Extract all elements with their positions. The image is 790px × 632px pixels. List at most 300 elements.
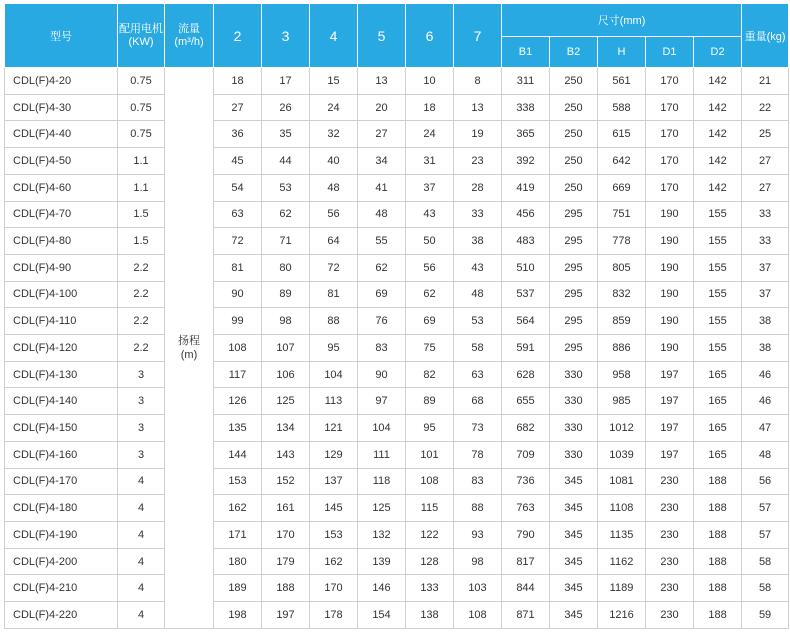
dimension-cell: 628 [502,361,550,388]
weight-cell: 56 [742,468,789,495]
dimension-cell: 345 [550,521,598,548]
head-value-cell: 62 [262,201,310,228]
head-value-cell: 117 [214,361,262,388]
dimension-cell: 1039 [598,441,646,468]
head-value-cell: 180 [214,548,262,575]
head-value-cell: 24 [406,121,454,148]
head-value-cell: 162 [310,548,358,575]
dimension-cell: 345 [550,468,598,495]
head-value-cell: 41 [358,174,406,201]
dimension-cell: 155 [694,201,742,228]
head-value-cell: 17 [262,68,310,95]
dimension-cell: 155 [694,228,742,255]
head-value-cell: 10 [406,68,454,95]
head-label-cell [165,68,214,629]
weight-cell: 27 [742,148,789,175]
dimension-cell: 588 [598,94,646,121]
head-value-cell: 189 [214,575,262,602]
weight-cell: 47 [742,415,789,442]
dimension-cell: 295 [550,281,598,308]
head-value-cell: 113 [310,388,358,415]
head-value-cell: 28 [454,174,502,201]
flow-value-header: 6 [406,4,454,68]
head-value-cell: 54 [214,174,262,201]
dimension-cell: 669 [598,174,646,201]
head-value-cell: 58 [454,335,502,362]
dimension-cell: 170 [646,148,694,175]
model-cell: CDL(F)4-160 [5,441,118,468]
weight-cell: 57 [742,495,789,522]
head-value-cell: 37 [406,174,454,201]
table-row [5,308,789,335]
head-value-cell: 15 [310,68,358,95]
dimension-cell: 250 [550,148,598,175]
head-value-cell: 75 [406,335,454,362]
head-value-cell: 125 [262,388,310,415]
dimension-cell: 165 [694,415,742,442]
dimension-cell: 985 [598,388,646,415]
head-value-cell: 98 [262,308,310,335]
head-value-cell: 23 [454,148,502,175]
dimension-col-header: D1 [646,37,694,68]
weight-cell: 59 [742,602,789,629]
model-cell: CDL(F)4-30 [5,94,118,121]
dimension-cell: 197 [646,361,694,388]
dimension-cell: 564 [502,308,550,335]
head-value-cell: 82 [406,361,454,388]
head-value-cell: 27 [358,121,406,148]
dimension-cell: 165 [694,388,742,415]
dimension-cell: 142 [694,148,742,175]
dimension-cell: 419 [502,174,550,201]
head-value-cell: 64 [310,228,358,255]
dimension-cell: 165 [694,441,742,468]
head-value-cell: 135 [214,415,262,442]
dimension-cell: 311 [502,68,550,95]
dimension-cell: 188 [694,521,742,548]
model-cell: CDL(F)4-50 [5,148,118,175]
dimension-cell: 188 [694,495,742,522]
dimension-cell: 230 [646,575,694,602]
weight-cell: 37 [742,254,789,281]
head-value-cell: 89 [262,281,310,308]
head-value-cell: 188 [262,575,310,602]
head-value-cell: 27 [214,94,262,121]
motor-power-cell: 1.5 [118,201,165,228]
dimension-cell: 188 [694,575,742,602]
head-value-cell: 24 [310,94,358,121]
flow-value-header: 3 [262,4,310,68]
head-value-cell: 88 [310,308,358,335]
weight-cell: 57 [742,521,789,548]
model-cell: CDL(F)4-20 [5,68,118,95]
flow-header-unit: (m³/h) [174,35,204,48]
flow-header [165,4,214,68]
dimension-cell: 190 [646,281,694,308]
motor-power-cell: 4 [118,495,165,522]
dimension-cell: 615 [598,121,646,148]
motor-power-cell: 1.1 [118,174,165,201]
flow-value-header: 5 [358,4,406,68]
table-row [5,468,789,495]
dimension-cell: 392 [502,148,550,175]
head-value-cell: 98 [454,548,502,575]
dimension-cell: 190 [646,228,694,255]
head-value-cell: 71 [262,228,310,255]
model-header: 型号 [5,4,118,68]
head-value-cell: 139 [358,548,406,575]
head-value-cell: 69 [358,281,406,308]
flow-header-label: 流量 [178,22,200,35]
head-value-cell: 115 [406,495,454,522]
motor-power-cell: 3 [118,441,165,468]
head-value-cell: 133 [406,575,454,602]
head-value-cell: 111 [358,441,406,468]
model-cell: CDL(F)4-150 [5,415,118,442]
weight-cell: 21 [742,68,789,95]
dimension-cell: 790 [502,521,550,548]
head-value-cell: 122 [406,521,454,548]
motor-power-cell: 4 [118,548,165,575]
model-cell: CDL(F)4-170 [5,468,118,495]
model-cell: CDL(F)4-220 [5,602,118,629]
dimension-cell: 886 [598,335,646,362]
dimension-cell: 655 [502,388,550,415]
head-value-cell: 18 [214,68,262,95]
head-value-cell: 34 [358,148,406,175]
dimension-cell: 817 [502,548,550,575]
dimension-cell: 165 [694,361,742,388]
model-cell: CDL(F)4-110 [5,308,118,335]
dimension-cell: 330 [550,415,598,442]
head-value-cell: 162 [214,495,262,522]
head-value-cell: 144 [214,441,262,468]
dimension-cell: 295 [550,201,598,228]
motor-power-cell: 4 [118,521,165,548]
motor-power-cell: 2.2 [118,335,165,362]
table-row [5,68,789,95]
motor-power-cell: 4 [118,575,165,602]
head-value-cell: 153 [310,521,358,548]
dimension-cell: 456 [502,201,550,228]
head-value-cell: 26 [262,94,310,121]
dimension-cell: 155 [694,254,742,281]
head-value-cell: 152 [262,468,310,495]
motor-power-cell: 4 [118,602,165,629]
motor-power-cell: 0.75 [118,121,165,148]
dimension-cell: 155 [694,335,742,362]
head-value-cell: 13 [358,68,406,95]
weight-cell: 25 [742,121,789,148]
table-row [5,495,789,522]
model-cell: CDL(F)4-210 [5,575,118,602]
head-label: 扬程 [178,335,200,347]
weight-cell: 58 [742,548,789,575]
dimension-cell: 1135 [598,521,646,548]
weight-cell: 58 [742,575,789,602]
model-cell: CDL(F)4-70 [5,201,118,228]
head-value-cell: 48 [454,281,502,308]
head-value-cell: 50 [406,228,454,255]
model-cell: CDL(F)4-60 [5,174,118,201]
table-row [5,602,789,629]
dimension-cell: 250 [550,68,598,95]
model-cell: CDL(F)4-130 [5,361,118,388]
head-value-cell: 95 [310,335,358,362]
model-cell: CDL(F)4-40 [5,121,118,148]
dimension-cell: 142 [694,174,742,201]
table-row [5,361,789,388]
motor-power-cell: 3 [118,415,165,442]
dimension-cell: 958 [598,361,646,388]
dimension-cell: 345 [550,575,598,602]
head-value-cell: 101 [406,441,454,468]
dimension-cell: 642 [598,148,646,175]
dimension-cell: 561 [598,68,646,95]
weight-cell: 38 [742,308,789,335]
motor-power-cell: 1.1 [118,148,165,175]
dimension-cell: 1216 [598,602,646,629]
head-value-cell: 43 [406,201,454,228]
motor-power-cell: 0.75 [118,94,165,121]
table-row [5,254,789,281]
dimension-cell: 1108 [598,495,646,522]
head-value-cell: 63 [214,201,262,228]
head-value-cell: 72 [214,228,262,255]
dimension-cell: 345 [550,602,598,629]
dimension-cell: 778 [598,228,646,255]
head-value-cell: 154 [358,602,406,629]
dimension-cell: 230 [646,521,694,548]
head-value-cell: 125 [358,495,406,522]
head-value-cell: 128 [406,548,454,575]
dimension-col-header: B1 [502,37,550,68]
dimension-cell: 1012 [598,415,646,442]
dimension-cell: 188 [694,548,742,575]
head-value-cell: 108 [406,468,454,495]
motor-header-label: 配用电机 [119,22,163,35]
dimension-cell: 483 [502,228,550,255]
dimension-col-header: H [598,37,646,68]
dimension-cell: 832 [598,281,646,308]
table-row [5,94,789,121]
dimension-cell: 1162 [598,548,646,575]
table-header [5,4,789,68]
head-value-cell: 45 [214,148,262,175]
motor-power-cell: 2.2 [118,281,165,308]
head-value-cell: 83 [454,468,502,495]
head-value-cell: 97 [358,388,406,415]
table-row [5,415,789,442]
motor-power-cell: 3 [118,361,165,388]
head-value-cell: 69 [406,308,454,335]
head-value-cell: 44 [262,148,310,175]
dimension-cell: 844 [502,575,550,602]
model-cell: CDL(F)4-200 [5,548,118,575]
dimension-cell: 338 [502,94,550,121]
table-row [5,228,789,255]
weight-cell: 46 [742,361,789,388]
dimension-cell: 763 [502,495,550,522]
head-value-cell: 146 [358,575,406,602]
weight-cell: 33 [742,201,789,228]
head-unit: (m) [180,349,198,361]
head-value-cell: 55 [358,228,406,255]
dimension-col-header: D2 [694,37,742,68]
head-value-cell: 32 [310,121,358,148]
model-cell: CDL(F)4-190 [5,521,118,548]
head-value-cell: 31 [406,148,454,175]
dimension-cell: 197 [646,441,694,468]
dimension-cell: 859 [598,308,646,335]
head-value-cell: 132 [358,521,406,548]
head-value-cell: 48 [358,201,406,228]
pump-spec-table [4,3,789,629]
weight-cell: 33 [742,228,789,255]
dimension-cell: 510 [502,254,550,281]
model-cell: CDL(F)4-180 [5,495,118,522]
dimension-cell: 197 [646,388,694,415]
model-cell: CDL(F)4-80 [5,228,118,255]
head-value-cell: 137 [310,468,358,495]
table-row [5,174,789,201]
head-value-cell: 93 [454,521,502,548]
head-value-cell: 95 [406,415,454,442]
dimension-cell: 805 [598,254,646,281]
head-value-cell: 76 [358,308,406,335]
weight-cell: 38 [742,335,789,362]
head-value-cell: 63 [454,361,502,388]
weight-cell: 27 [742,174,789,201]
dimension-cell: 188 [694,468,742,495]
head-value-cell: 161 [262,495,310,522]
dimension-cell: 682 [502,415,550,442]
dimension-cell: 537 [502,281,550,308]
dimension-cell: 871 [502,602,550,629]
head-value-cell: 170 [310,575,358,602]
head-value-cell: 179 [262,548,310,575]
dimension-cell: 250 [550,94,598,121]
head-value-cell: 178 [310,602,358,629]
table-body [5,68,789,629]
head-value-cell: 88 [454,495,502,522]
head-value-cell: 20 [358,94,406,121]
head-value-cell: 90 [214,281,262,308]
dimension-cell: 751 [598,201,646,228]
head-value-cell: 78 [454,441,502,468]
head-value-cell: 38 [454,228,502,255]
dimension-cell: 250 [550,174,598,201]
head-value-cell: 106 [262,361,310,388]
table-row [5,388,789,415]
weight-cell: 22 [742,94,789,121]
head-value-cell: 197 [262,602,310,629]
head-value-cell: 40 [310,148,358,175]
table-row [5,201,789,228]
model-cell: CDL(F)4-120 [5,335,118,362]
dimension-cell: 170 [646,174,694,201]
head-value-cell: 153 [214,468,262,495]
motor-header [118,4,165,68]
head-value-cell: 108 [214,335,262,362]
head-value-cell: 43 [454,254,502,281]
motor-header-unit: (KW) [128,35,154,48]
flow-value-header: 4 [310,4,358,68]
head-value-cell: 56 [406,254,454,281]
motor-power-cell: 0.75 [118,68,165,95]
dimension-cell: 155 [694,308,742,335]
motor-power-cell: 3 [118,388,165,415]
head-value-cell: 13 [454,94,502,121]
dimension-cell: 230 [646,548,694,575]
head-value-cell: 19 [454,121,502,148]
dimension-cell: 188 [694,602,742,629]
head-value-cell: 56 [310,201,358,228]
header-row-1 [5,4,789,37]
flow-value-header: 7 [454,4,502,68]
dimension-cell: 142 [694,121,742,148]
head-value-cell: 170 [262,521,310,548]
dimension-cell: 230 [646,602,694,629]
dimension-col-header: B2 [550,37,598,68]
weight-cell: 46 [742,388,789,415]
dimension-cell: 190 [646,201,694,228]
head-value-cell: 138 [406,602,454,629]
dimension-cell: 230 [646,495,694,522]
motor-power-cell: 2.2 [118,254,165,281]
dimension-cell: 330 [550,361,598,388]
head-value-cell: 35 [262,121,310,148]
weight-cell: 48 [742,441,789,468]
head-value-cell: 103 [454,575,502,602]
head-value-cell: 104 [358,415,406,442]
dimension-cell: 295 [550,254,598,281]
head-value-cell: 129 [310,441,358,468]
dimension-cell: 197 [646,415,694,442]
head-value-cell: 126 [214,388,262,415]
motor-power-cell: 2.2 [118,308,165,335]
table-row [5,548,789,575]
table-row [5,441,789,468]
dimension-cell: 345 [550,548,598,575]
dimensions-header: 尺寸(mm) [502,4,742,37]
dimension-cell: 170 [646,68,694,95]
head-value-cell: 53 [262,174,310,201]
table-row [5,575,789,602]
motor-power-cell: 1.5 [118,228,165,255]
dimension-cell: 709 [502,441,550,468]
dimension-cell: 142 [694,94,742,121]
head-value-cell: 99 [214,308,262,335]
head-value-cell: 73 [454,415,502,442]
head-value-cell: 134 [262,415,310,442]
model-cell: CDL(F)4-100 [5,281,118,308]
dimension-cell: 1189 [598,575,646,602]
table-row [5,335,789,362]
dimension-cell: 190 [646,335,694,362]
head-value-cell: 145 [310,495,358,522]
dimension-cell: 155 [694,281,742,308]
dimension-cell: 295 [550,228,598,255]
dimension-cell: 591 [502,335,550,362]
head-value-cell: 107 [262,335,310,362]
head-value-cell: 36 [214,121,262,148]
head-value-cell: 89 [406,388,454,415]
weight-cell: 37 [742,281,789,308]
weight-header: 重量(kg) [742,4,789,68]
table-row [5,281,789,308]
head-value-cell: 121 [310,415,358,442]
